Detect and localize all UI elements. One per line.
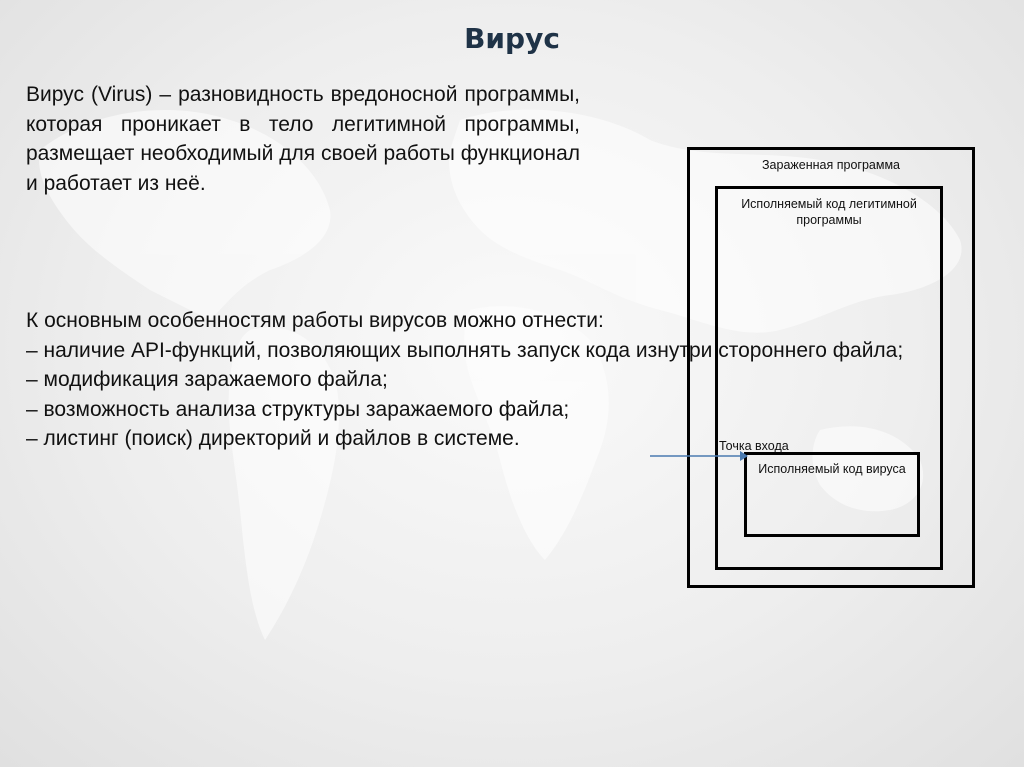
feature-item-modification: – модификация заражаемого файла; xyxy=(26,368,388,391)
slide-title: Вирус xyxy=(464,22,560,55)
feature-item-listing: – листинг (поиск) директорий и файлов в системе. xyxy=(26,427,520,450)
infected-program-label: Зараженная программа xyxy=(762,158,900,172)
legitimate-code-label: Исполняемый код легитимной программы xyxy=(741,197,917,227)
features-intro: К основным особенностям работы вирусов можно отнести: xyxy=(26,309,604,332)
entry-point-label: Точка входа xyxy=(719,439,789,453)
feature-item-api: – наличие API-функций, позволяющих выполнять запуск кода изнутри стороннего файла; xyxy=(26,338,904,362)
entry-point-arrow xyxy=(640,448,750,464)
virus-definition-paragraph: Вирус (Virus) – разновидность вредоносной программы, которая проникает в тело легитимной программы, размещает необходимый для своей работы функционал и работает из неё. xyxy=(26,83,580,195)
virus-code-label: Исполняемый код вируса xyxy=(758,462,906,476)
feature-item-analysis: – возможность анализа структуры заражаемого файла; xyxy=(26,397,570,421)
